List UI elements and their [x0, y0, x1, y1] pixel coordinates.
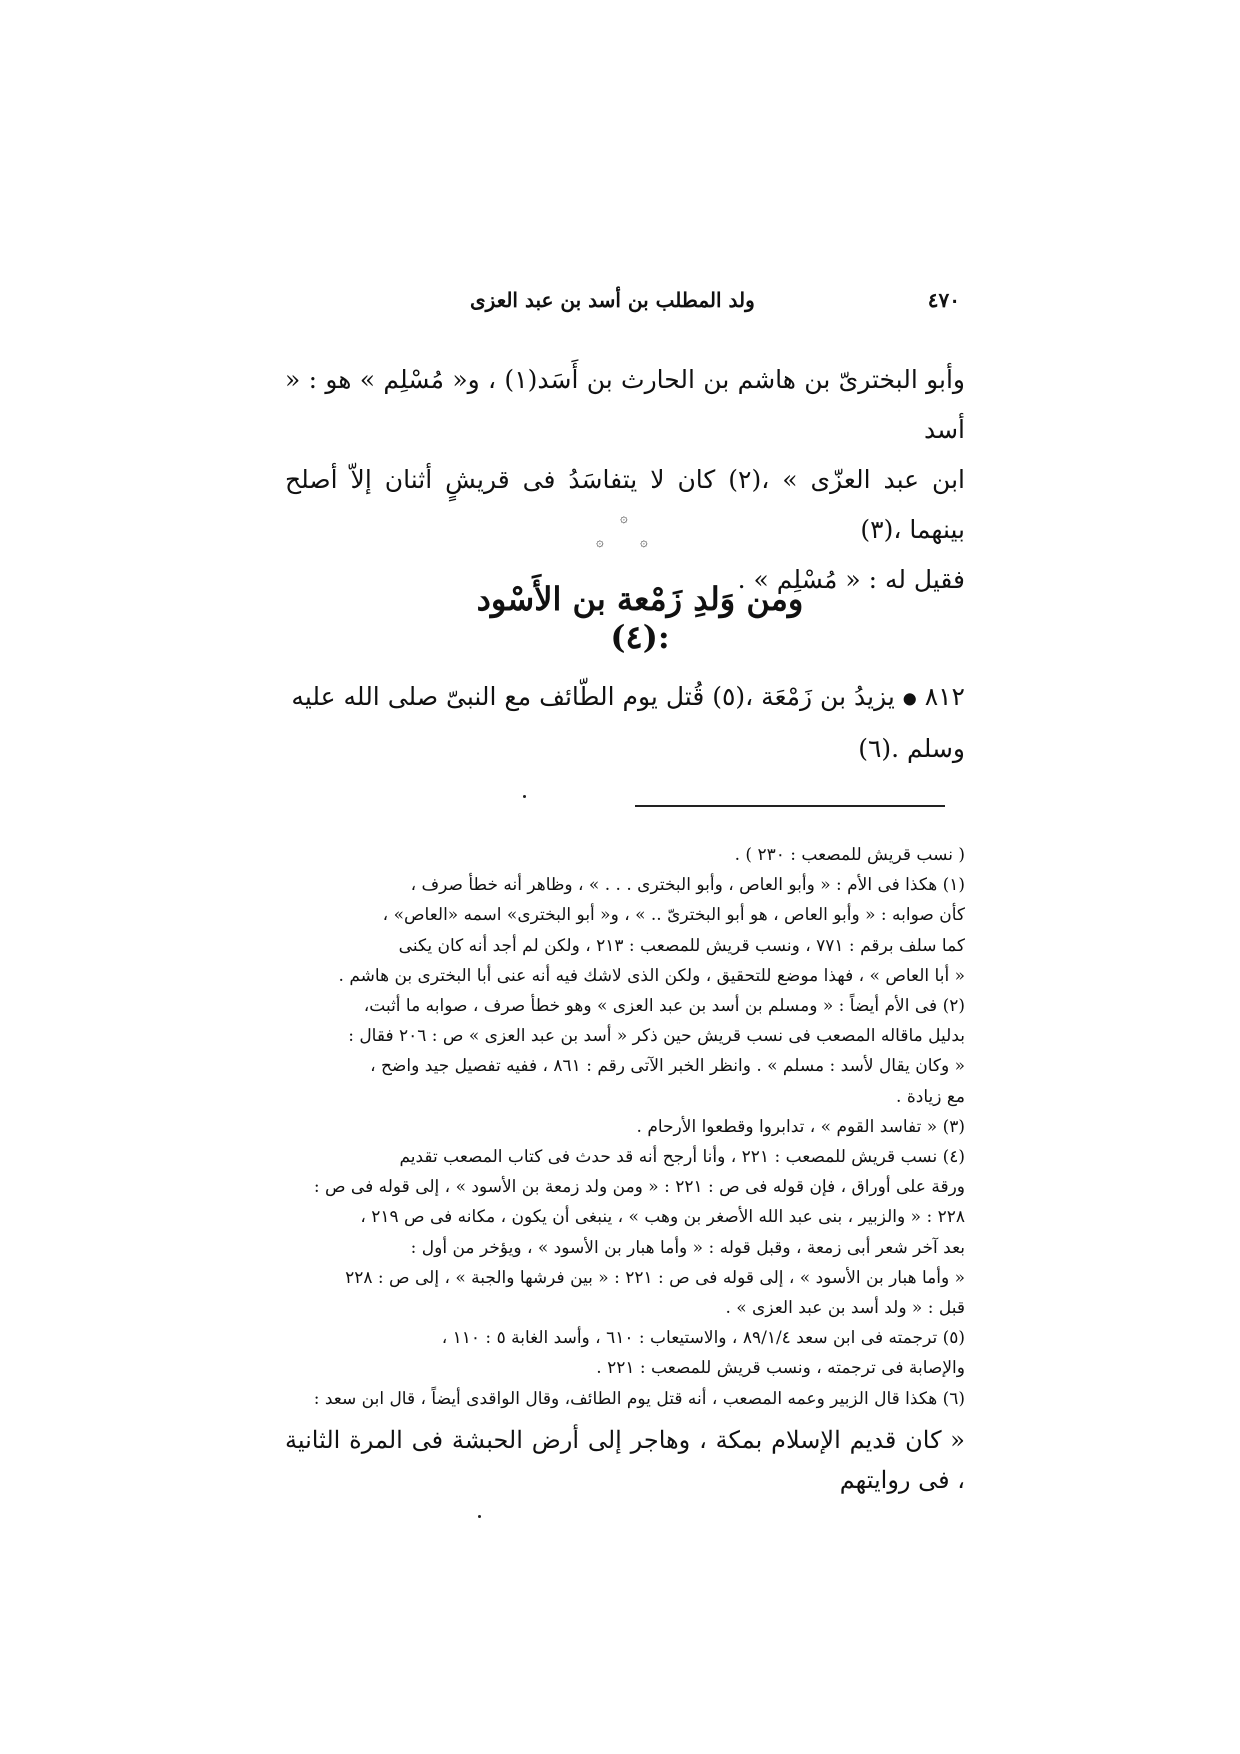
- footnotes: [285, 840, 965, 1500]
- entry-line-1: [285, 672, 965, 724]
- ornament-star: ۞: [640, 535, 648, 550]
- footnote-line: (٢) فى الأم أيضاً : « ومسلم بن أسد بن عبد العزى » وهو خطأ صرف ، صوابه ما أثبت،: [363, 996, 965, 1017]
- footnote-line: بدليل ماقاله المصعب فى نسب قريش حين ذكر « أسد بن عبد العزى » ص : ٢٠٦ فقال :: [348, 1026, 965, 1047]
- footnote-divider: [635, 805, 945, 807]
- main-line-1: وأبو البخترىّ بن هاشم بن الحارث بن أَسَد(١) ، و« مُسْلِم » هو : « أسد: [285, 365, 965, 444]
- footnote-line: مع زيادة .: [896, 1086, 965, 1107]
- numbered-entry: [285, 672, 965, 774]
- section-heading: ومن وَلدِ زَمْعة بن الأَسْود :(٤): [476, 580, 804, 656]
- entry-line-2: وسلم .(٦): [858, 733, 965, 763]
- main-line-3: فقيل له : « مُسْلِم » .: [737, 565, 965, 594]
- footnote-line: كما سلف برقم : ٧٧١ ، ونسب قريش للمصعب : ٢١٣ ، ولكن لم أجد أنه كان يكنى: [398, 935, 965, 956]
- page-number: ٤٧٠: [927, 288, 960, 312]
- footnote-line: والإصابة فى ترجمته ، ونسب قريش للمصعب : ٢٢١ .: [596, 1358, 965, 1379]
- footnote-line: بعد آخر شعر أبى زمعة ، وقبل قوله : « وأما هبار بن الأسود » ، ويؤخر من أول :: [410, 1237, 965, 1258]
- ornament-star: ۞: [620, 511, 628, 526]
- entry-bullet: ●: [902, 688, 917, 708]
- ink-speck: [478, 1515, 481, 1518]
- footnote-line: (٤) نسب قريش للمصعب : ٢٢١ ، وأنا أرجح أنه قد حدث فى كتاب المصعب تقديم: [399, 1147, 965, 1168]
- footnote-line: كأن صوابه : « وأبو العاص ، هو أبو البخترىّ .. » ، و« أبو البخترى» اسمه «العاص» ،: [382, 905, 965, 926]
- footnote-line: ( نسب قريش للمصعب : ٢٣٠ ) .: [734, 845, 965, 865]
- main-paragraph: [285, 355, 965, 605]
- running-head: [470, 288, 960, 324]
- footnote-line: « أبا العاص » ، فهذا موضع للتحقيق ، ولكن الذى لاشك فيه أنه عنى أبا البخترى بن هاشم .: [338, 965, 965, 986]
- footnote-line: ورقة على أوراق ، فإن قوله فى ص : ٢٢١ : « ومن ولد زمعة بن الأسود » ، إلى قوله فى ص :: [313, 1177, 965, 1198]
- footnote-line: « وكان يقال لأسد : مسلم » . وانظر الخبر الآتى رقم : ٨٦١ ، ففيه تفصيل جيد واضح ،: [370, 1056, 965, 1077]
- section-ornament: [596, 512, 656, 552]
- footnote-line: قبل : « ولد أسد بن عبد العزى » .: [725, 1298, 965, 1319]
- running-title: ولد المطلب بن أسد بن عبد العزى: [470, 288, 755, 312]
- footnote-quote-line: « كان قديم الإسلام بمكة ، وهاجر إلى أرض الحبشة فى المرة الثانية ، فى روايتهم: [285, 1425, 965, 1494]
- ornament-star: ۞: [596, 535, 604, 550]
- footnote-line: « وأما هبار بن الأسود » ، إلى قوله فى ص : ٢٢١ : « بين فرشها والجبة » ، إلى ص : ٢٢٨: [345, 1267, 965, 1288]
- footnote-line: (٦) هكذا قال الزبير وعمه المصعب ، أنه قتل يوم الطائف، وقال الواقدى أيضاً ، قال ابن سعد :: [313, 1388, 965, 1409]
- main-line-2: ابن عبد العزّى » ،(٢) كان لا يتفاسَدُ فى قريشٍ أثنان إلاّ أصلح بينهما ،(٣): [285, 465, 965, 544]
- footnote-line: (٥) ترجمته فى ابن سعد ٨٩/١/٤ ، والاستيعاب : ٦١٠ ، وأسد الغابة ٥ : ١١٠ ،: [441, 1328, 965, 1349]
- footnote-line: ٢٢٨ : « والزبير ، بنى عبد الله الأصغر بن وهب » ، ينبغى أن يكون ، مكانه فى ص ٢١٩ ،: [360, 1207, 965, 1228]
- footnote-line: (٣) « تفاسد القوم » ، تدابروا وقطعوا الأرحام .: [636, 1116, 965, 1137]
- entry-text: يزيدُ بن زَمْعَة ،(٥) قُتل يوم الطّائف مع النبىّ صلى الله عليه: [291, 682, 895, 711]
- entry-number: ٨١٢: [924, 682, 965, 711]
- footnote-line: (١) هكذا فى الأم : « وأبو العاص ، وأبو البخترى . . . » ، وظاهر أنه خطأ صرف ،: [410, 875, 965, 896]
- ink-speck: [523, 795, 526, 798]
